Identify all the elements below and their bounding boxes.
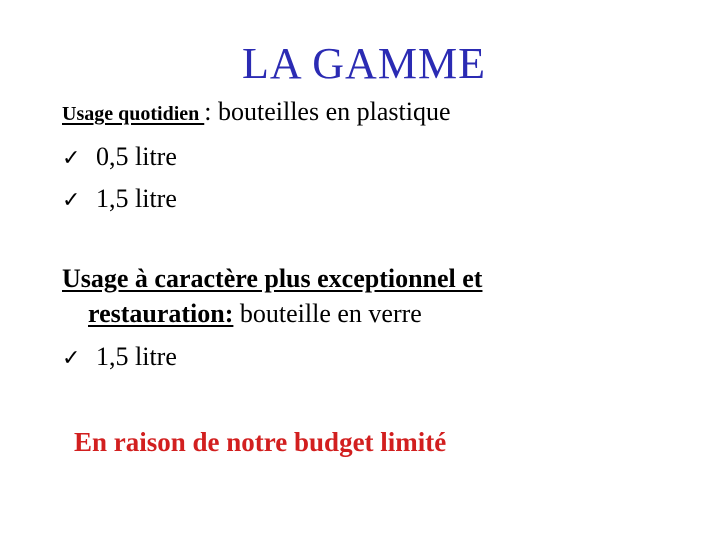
section2-heading-line2 bbox=[88, 297, 422, 331]
section1-item-text: 0,5 litre bbox=[96, 142, 177, 171]
section2-item bbox=[62, 340, 177, 376]
checkmark-icon: ✓ bbox=[62, 346, 81, 371]
section1-text: bouteilles en plastique bbox=[217, 97, 451, 126]
section1-heading bbox=[62, 94, 451, 132]
checkmark-icon: ✓ bbox=[62, 146, 81, 171]
budget-note: En raison de notre budget limité bbox=[74, 427, 447, 457]
slide-title: LA GAMME bbox=[242, 39, 486, 88]
section1-item bbox=[62, 140, 177, 176]
section2-label-line1: Usage à caractère plus exceptionnel et bbox=[62, 264, 483, 293]
section2-heading-line1 bbox=[62, 262, 482, 296]
section1-item bbox=[62, 182, 177, 218]
checkmark-icon: ✓ bbox=[62, 188, 81, 213]
section2-label-line2: restauration: bbox=[88, 299, 234, 328]
section1-label: Usage quotidien bbox=[62, 103, 205, 125]
section1-item-text: 1,5 litre bbox=[96, 184, 177, 213]
section2-item-text: 1,5 litre bbox=[96, 342, 177, 371]
section1-separator: : bbox=[204, 97, 218, 126]
section2-text: bouteille en verre bbox=[233, 299, 422, 328]
